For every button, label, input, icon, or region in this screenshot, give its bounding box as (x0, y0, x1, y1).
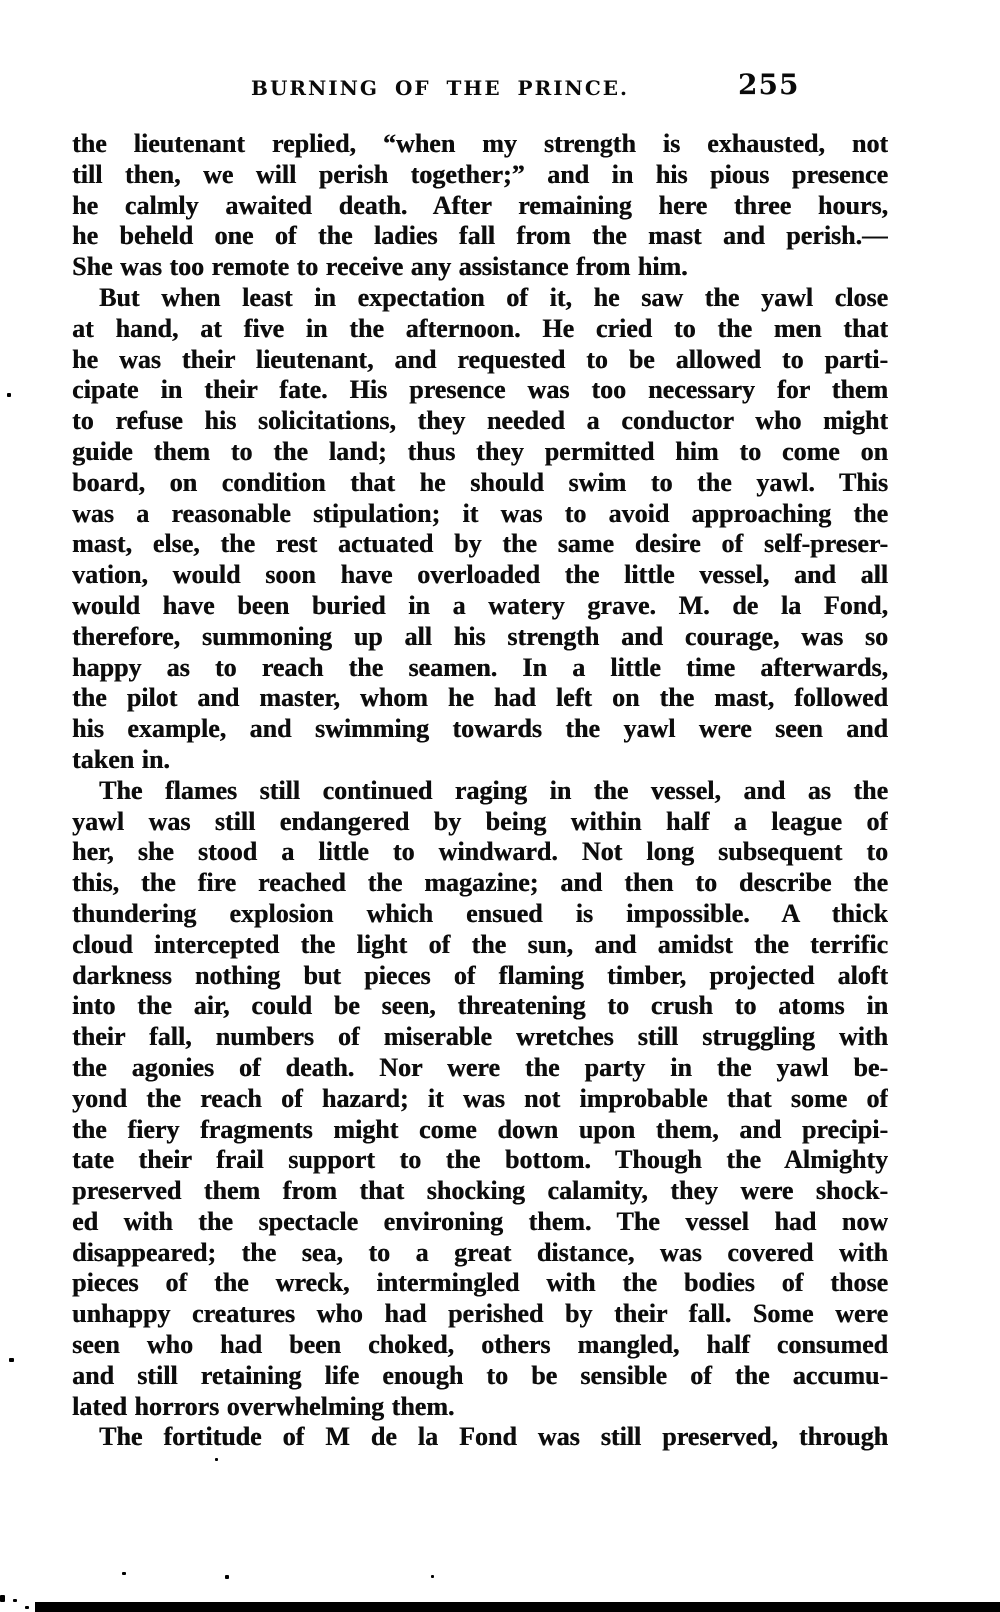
text-line: his example, and swimming towards the yawl were seen and (72, 714, 888, 744)
text-line: darkness nothing but pieces of flaming timber, projected aloft (72, 960, 888, 990)
text-line: at hand, at five in the afternoon. He cried to the men that (72, 313, 888, 343)
text-line: this, the fire reached the magazine; and then to describe the (72, 868, 888, 898)
text-line: the pilot and master, whom he had left on the mast, followed (72, 683, 888, 713)
text-line: mast, else, the rest actuated by the same desire of self-preser- (72, 529, 888, 559)
paragraph (72, 1422, 888, 1453)
text-line: pieces of the wreck, intermingled with the bodies of those (72, 1268, 888, 1298)
text-line: guide them to the land; thus they permitted him to come on (72, 436, 888, 466)
text-line: the fiery fragments might come down upon them, and precipi- (72, 1114, 888, 1144)
paragraph (72, 283, 888, 776)
text-line: to refuse his solicitations, they needed a conductor who might (72, 406, 888, 436)
text-line: board, on condition that he should swim to the yawl. This (72, 467, 888, 497)
text-line: disappeared; the sea, to a great distance, was covered with (72, 1237, 888, 1267)
scan-speck (225, 1575, 229, 1579)
text-line: he calmly awaited death. After remaining here three hours, (72, 190, 888, 220)
text-block (72, 129, 888, 1453)
text-line: would have been buried in a watery grave. M. de la Fond, (72, 590, 888, 620)
text-line: taken in. (72, 744, 170, 774)
text-line: The flames still continued raging in the vessel, and as the (99, 775, 888, 805)
text-line: their fall, numbers of miserable wretches still struggling with (72, 1022, 888, 1052)
text-line: he beheld one of the ladies fall from the mast and perish.— (72, 221, 888, 251)
text-line: She was too remote to receive any assistance from him. (72, 252, 688, 282)
scan-speck (9, 1358, 14, 1362)
text-line: into the air, could be seen, threatening to crush to atoms in (72, 991, 888, 1021)
text-line: the lieutenant replied, “when my strength is exhausted, not (72, 129, 888, 158)
text-line: The fortitude of M de la Fond was still preserved, through (99, 1422, 888, 1452)
text-line: thundering explosion which ensued is impossible. A thick (72, 898, 888, 928)
page-header (0, 0, 1000, 110)
text-line: yawl was still endangered by being within half a league of (72, 806, 888, 836)
running-title: BURNING OF THE PRINCE. (251, 76, 629, 100)
scan-speck (122, 1572, 126, 1575)
text-line: ed with the spectacle environing them. The vessel had now (72, 1206, 888, 1236)
scan-speck (7, 393, 11, 397)
scan-speck (215, 1458, 218, 1461)
text-line: cipate in their fate. His presence was too necessary for them (72, 375, 888, 405)
paragraph (72, 776, 888, 1423)
text-line: her, she stood a little to windward. Not long subsequent to (72, 837, 888, 867)
text-line: till then, we will perish together;” and in his pious presence (72, 159, 888, 189)
text-line: seen who had been choked, others mangled, half consumed (72, 1330, 888, 1360)
text-line: cloud intercepted the light of the sun, and amidst the terrific (72, 929, 888, 959)
text-line: But when least in expectation of it, he saw the yawl close (99, 282, 888, 312)
scan-speck (0, 1595, 5, 1602)
page-number: 255 (738, 68, 800, 101)
text-line: tate their frail support to the bottom. Though the Almighty (72, 1145, 888, 1175)
text-line: lated horrors overwhelming them. (72, 1391, 455, 1421)
text-line: therefore, summoning up all his strength and courage, was so (72, 621, 888, 651)
text-line: preserved them from that shocking calamity, they were shock- (72, 1176, 888, 1206)
text-line: unhappy creatures who had perished by their fall. Some were (72, 1299, 888, 1329)
scan-edge-artifact (35, 1602, 1000, 1612)
paragraph (72, 129, 888, 283)
text-line: the agonies of death. Nor were the party in the yawl be- (72, 1052, 888, 1082)
text-line: yond the reach of hazard; it was not improbable that some of (72, 1083, 888, 1113)
scan-speck (431, 1575, 434, 1578)
text-line: was a reasonable stipulation; it was to avoid approaching the (72, 498, 888, 528)
text-line: happy as to reach the seamen. In a little time afterwards, (72, 652, 888, 682)
text-line: he was their lieutenant, and requested to be allowed to parti- (72, 344, 888, 374)
text-line: vation, would soon have overloaded the little vessel, and all (72, 560, 888, 590)
scan-speck (13, 1599, 17, 1602)
text-line: and still retaining life enough to be sensible of the accumu- (72, 1360, 888, 1390)
scan-speck (25, 1606, 29, 1609)
